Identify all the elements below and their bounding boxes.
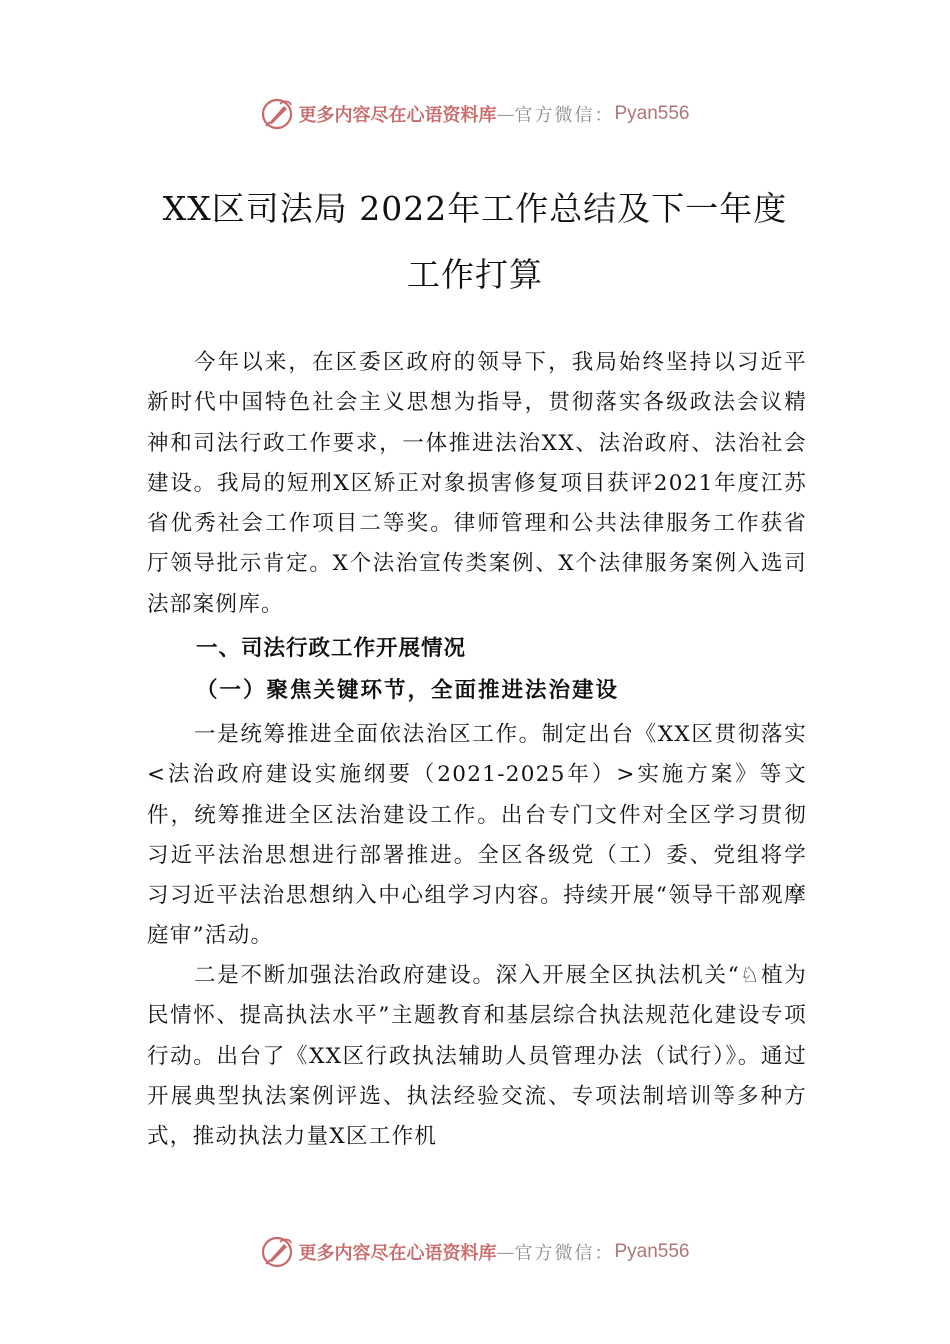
body-paragraph-3: 二是不断加强法治政府建设。深入开展全区执法机关“♘植为民情怀、提高执法水平”主题教育和基层综合执法规范化建设专项行动。出台了《XX区行政执法辅助人员管理办法（试行）》。通过开展典型执法案例评选、执法经验交流、专项法制培训等多种方式，推动执法力量X区工作机 xyxy=(147,963,807,1150)
body-paragraph-2: 一是统筹推进全面依法治区工作。制定出台《XX区贯彻落实<法治政府建设实施纲要（2021-2025年）>实施方案》等文件，统筹推进全区法治建设工作。出台专门文件对全区学习贯彻习近平法治思想进行部署推进。全区各级党（工）委、党组将学习习近平法治思想纳入中心组学习内容。持续开展“领导干部观摩庭审”活动。 xyxy=(147,722,807,949)
banner-main-text: 更多内容尽在心语资料库 xyxy=(298,105,497,126)
header-watermark-banner xyxy=(0,94,950,134)
section-1-heading: 一、司法行政工作开展情况 xyxy=(196,636,467,661)
banner-separator: — xyxy=(496,103,515,125)
banner-wechat-label: 官方微信： xyxy=(514,105,615,126)
quill-pen-logo-icon xyxy=(260,97,294,131)
banner-wechat-id: Pyan556 xyxy=(614,1241,690,1262)
banner-wechat-label: 官方微信： xyxy=(514,1243,615,1264)
document-title-line-2: 工作打算 xyxy=(407,255,543,294)
banner-separator: — xyxy=(496,1241,515,1263)
subsection-1-heading: （一）聚焦关键环节，全面推进法治建设 xyxy=(196,678,620,703)
banner-main-text: 更多内容尽在心语资料库 xyxy=(298,1243,497,1264)
footer-watermark-banner xyxy=(0,1232,950,1272)
quill-pen-logo-icon xyxy=(260,1235,294,1269)
document-title-line-1: XX区司法局 2022年工作总结及下一年度 xyxy=(162,189,788,228)
banner-wechat-id: Pyan556 xyxy=(614,103,690,124)
intro-paragraph: 今年以来，在区委区政府的领导下，我局始终坚持以习近平新时代中国特色社会主义思想为指导，贯彻落实各级政法会议精神和司法行政工作要求，一体推进法治XX、法治政府、法治社会建设。我局的短刑X区矫正对象损害修复项目获评2021年度江苏省优秀社会工作项目二等奖。律师管理和公共法律服务工作获省厅领导批示肯定。X个法治宣传类案例、X个法律服务案例入选司法部案例库。 xyxy=(147,350,807,617)
